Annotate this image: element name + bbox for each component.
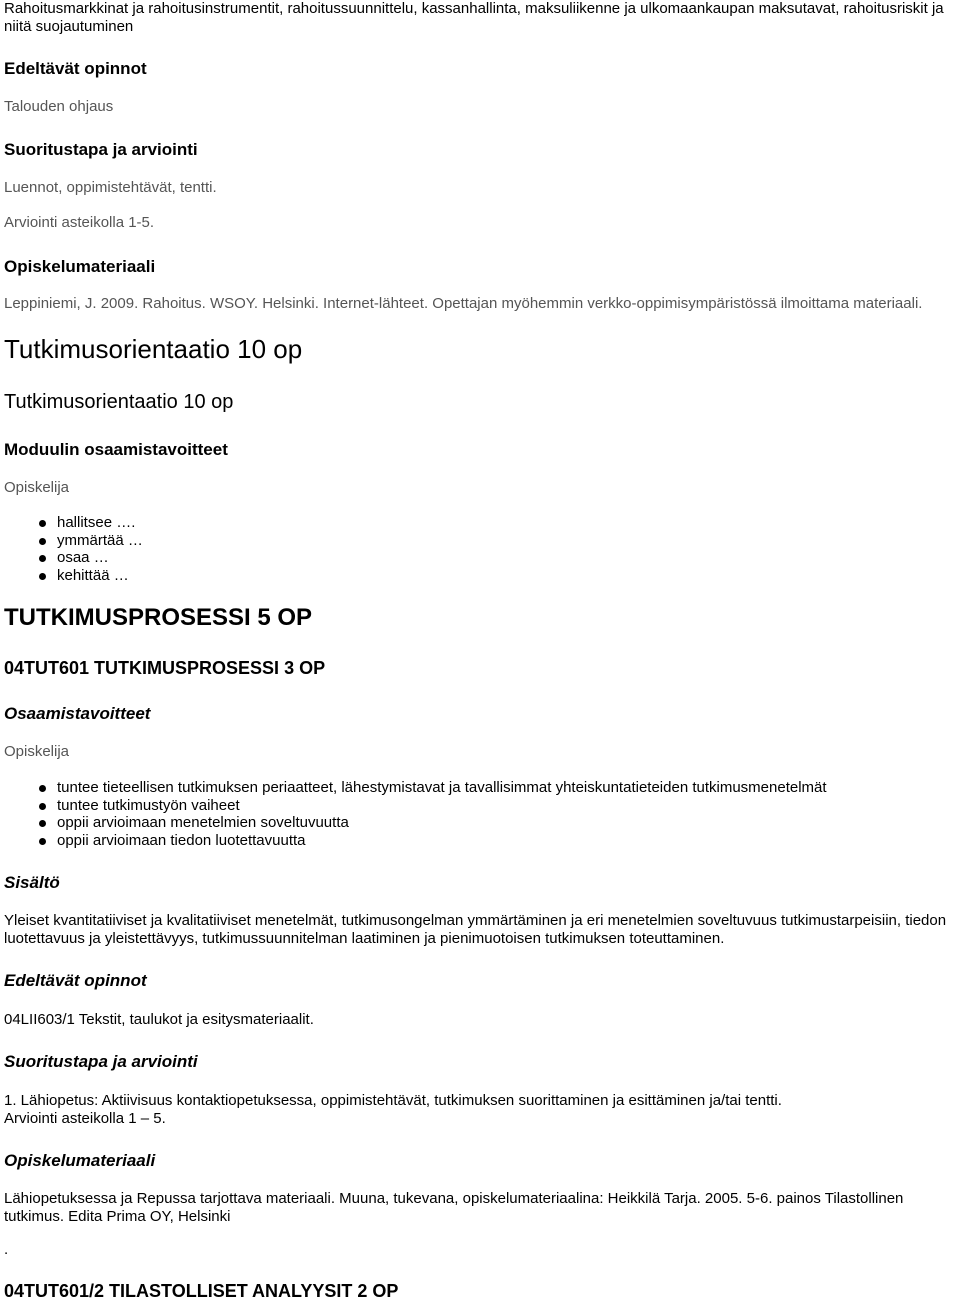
prev-prereq-text: Talouden ohjaus xyxy=(4,98,114,115)
process-material-text: Lähiopetuksessa ja Repussa tarjottava materiaali. Muuna, tukevana, opiskelumateriaalina: Heikkilä Tarja. 2005. 5-6. painos Tilastollinen tutkimus. Edita Prima OY, Helsinki xyxy=(4,1190,904,1225)
process-title: TUTKIMUSPROSESSI 5 OP xyxy=(4,604,313,631)
list-item: tuntee tutkimustyön vaiheet xyxy=(0,797,827,815)
process-content-heading: Sisältö xyxy=(4,873,60,892)
process-material-heading: Opiskelumateriaali xyxy=(4,1151,156,1170)
process-student-label: Opiskelija xyxy=(4,743,70,760)
module-title-large: Tutkimusorientaatio 10 op xyxy=(4,334,303,364)
module-title-medium: Tutkimusorientaatio 10 op xyxy=(4,391,234,413)
process-goals-heading: Osaamistavoitteet xyxy=(4,704,151,723)
list-item: oppii arvioimaan menetelmien soveltuvuutta xyxy=(0,814,827,832)
prev-material-heading: Opiskelumateriaali xyxy=(4,257,156,276)
top-paragraph: Rahoitusmarkkinat ja rahoitusinstrumentit, rahoitussuunnittelu, kassanhallinta, maksuliikenne ja ulkomaankaupan maksutavat, rahoitusriskit ja niitä suojautuminen xyxy=(4,0,944,35)
module-goals-heading: Moduulin osaamistavoitteet xyxy=(4,440,228,459)
process-course-title: 04TUT601 TUTKIMUSPROSESSI 3 OP xyxy=(4,658,326,678)
next-course-title: 04TUT601/2 TILASTOLLISET ANALYYSIT 2 OP xyxy=(4,1281,399,1301)
prev-method-line1: Luennot, oppimistehtävät, tentti. xyxy=(4,179,217,196)
prev-method-line2: Arviointi asteikolla 1-5. xyxy=(4,214,155,231)
list-item: oppii arvioimaan tiedon luotettavuutta xyxy=(0,832,827,850)
list-item: hallitsee …. xyxy=(0,514,143,532)
process-method-line1: 1. Lähiopetus: Aktiivisuus kontaktiopetuksessa, oppimistehtävät, tutkimuksen suorittaminen ja esittäminen ja/tai tentti. xyxy=(4,1092,782,1109)
separator-dot: . xyxy=(4,1241,9,1258)
process-prereq-heading: Edeltävät opinnot xyxy=(4,971,147,990)
process-method-line2: Arviointi asteikolla 1 – 5. xyxy=(4,1110,166,1127)
prev-material-text: Leppiniemi, J. 2009. Rahoitus. WSOY. Helsinki. Internet-lähteet. Opettajan myöhemmin verkko-oppimisympäristössä ilmoittama materiaali. xyxy=(4,295,923,312)
prev-method-heading: Suoritustapa ja arviointi xyxy=(4,140,198,159)
module-goals-list xyxy=(0,514,143,584)
process-prereq-text: 04LII603/1 Tekstit, taulukot ja esitysmateriaalit. xyxy=(4,1011,314,1028)
list-item: ymmärtää … xyxy=(0,532,143,550)
process-goals-list xyxy=(0,779,827,849)
process-method-heading: Suoritustapa ja arviointi xyxy=(4,1052,198,1071)
list-item: osaa … xyxy=(0,549,143,567)
list-item: tuntee tieteellisen tutkimuksen periaatteet, lähestymistavat ja tavallisimmat yhteiskuntatieteiden tutkimusmenetelmät xyxy=(0,779,827,797)
prev-prereq-heading: Edeltävät opinnot xyxy=(4,59,147,78)
process-content-text: Yleiset kvantitatiiviset ja kvalitatiiviset menetelmät, tutkimusongelman ymmärtäminen ja eri menetelmien soveltuvuus tutkimustarpeisiin, tiedon luotettavuus ja yleistettävyys, tutkimussuunnitelman laatiminen ja pienimuotoisen tutkimuksen toteuttaminen. xyxy=(4,912,947,947)
module-student-label: Opiskelija xyxy=(4,479,70,496)
list-item: kehittää … xyxy=(0,567,143,585)
